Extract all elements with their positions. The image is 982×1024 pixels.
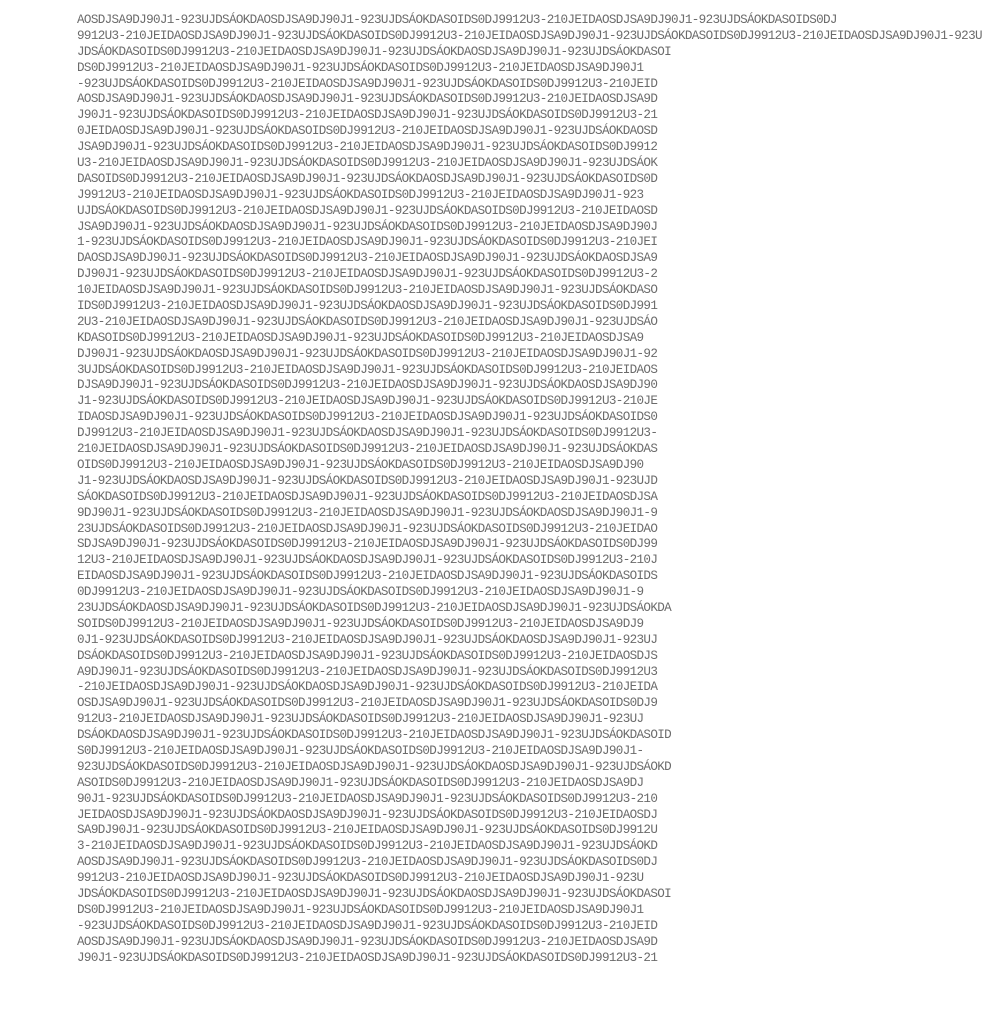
text-line: 23UJDSÁOKDASOIDS0DJ9912U3-210JEIDAOSDJSA9DJ90J1-923UJDSÁOKDASOIDS0DJ9912U3-210JEIDAO bbox=[77, 521, 658, 536]
text-line: S0DJ9912U3-210JEIDAOSDJSA9DJ90J1-923UJDSÁOKDASOIDS0DJ9912U3-210JEIDAOSDJSA9DJ90J1- bbox=[77, 743, 644, 758]
text-line: KDASOIDS0DJ9912U3-210JEIDAOSDJSA9DJ90J1-923UJDSÁOKDASOIDS0DJ9912U3-210JEIDAOSDJSA9 bbox=[77, 330, 644, 345]
document-text-body bbox=[77, 13, 982, 966]
text-line: -210JEIDAOSDJSA9DJ90J1-923UJDSÁOKDAOSDJSA9DJ90J1-923UJDSÁOKDASOIDS0DJ9912U3-210JEIDA bbox=[77, 680, 658, 695]
text-line: OIDS0DJ9912U3-210JEIDAOSDJSA9DJ90J1-923UJDSÁOKDASOIDS0DJ9912U3-210JEIDAOSDJSA9DJ90 bbox=[77, 457, 644, 472]
text-line: 912U3-210JEIDAOSDJSA9DJ90J1-923UJDSÁOKDASOIDS0DJ9912U3-210JEIDAOSDJSA9DJ90J1-923UJ bbox=[77, 712, 644, 727]
text-line: UJDSÁOKDASOIDS0DJ9912U3-210JEIDAOSDJSA9DJ90J1-923UJDSÁOKDASOIDS0DJ9912U3-210JEIDAOSD bbox=[77, 203, 658, 218]
text-line: DJ90J1-923UJDSÁOKDASOIDS0DJ9912U3-210JEIDAOSDJSA9DJ90J1-923UJDSÁOKDASOIDS0DJ9912U3-2 bbox=[77, 267, 658, 282]
text-line: IDAOSDJSA9DJ90J1-923UJDSÁOKDASOIDS0DJ9912U3-210JEIDAOSDJSA9DJ90J1-923UJDSÁOKDASOIDS0 bbox=[77, 410, 658, 425]
text-line: AOSDJSA9DJ90J1-923UJDSÁOKDAOSDJSA9DJ90J1-923UJDSÁOKDASOIDS0DJ9912U3-210JEIDAOSDJSA9DJ90J1-923UJDSÁOKDASOIDS0DJ bbox=[77, 13, 837, 27]
text-line: U3-210JEIDAOSDJSA9DJ90J1-923UJDSÁOKDASOIDS0DJ9912U3-210JEIDAOSDJSA9DJ90J1-923UJDSÁOK bbox=[77, 156, 658, 171]
text-line: SÁOKDASOIDS0DJ9912U3-210JEIDAOSDJSA9DJ90J1-923UJDSÁOKDASOIDS0DJ9912U3-210JEIDAOSDJSA bbox=[77, 489, 658, 504]
text-line: DSÁOKDAOSDJSA9DJ90J1-923UJDSÁOKDASOIDS0DJ9912U3-210JEIDAOSDJSA9DJ90J1-923UJDSÁOKDASOID bbox=[77, 728, 672, 743]
text-line: 0JEIDAOSDJSA9DJ90J1-923UJDSÁOKDASOIDS0DJ9912U3-210JEIDAOSDJSA9DJ90J1-923UJDSÁOKDAOSD bbox=[77, 124, 658, 139]
text-line: DAOSDJSA9DJ90J1-923UJDSÁOKDASOIDS0DJ9912U3-210JEIDAOSDJSA9DJ90J1-923UJDSÁOKDAOSDJSA9 bbox=[77, 251, 658, 266]
text-line: EIDAOSDJSA9DJ90J1-923UJDSÁOKDASOIDS0DJ9912U3-210JEIDAOSDJSA9DJ90J1-923UJDSÁOKDASOIDS bbox=[77, 569, 658, 584]
text-line: 9DJ90J1-923UJDSÁOKDASOIDS0DJ9912U3-210JEIDAOSDJSA9DJ90J1-923UJDSÁOKDAOSDJSA9DJ90J1-9 bbox=[77, 505, 658, 520]
text-line: J1-923UJDSÁOKDAOSDJSA9DJ90J1-923UJDSÁOKDASOIDS0DJ9912U3-210JEIDAOSDJSA9DJ90J1-923UJD bbox=[77, 473, 658, 488]
text-line: 10JEIDAOSDJSA9DJ90J1-923UJDSÁOKDASOIDS0DJ9912U3-210JEIDAOSDJSA9DJ90J1-923UJDSÁOKDASO bbox=[77, 283, 658, 298]
text-line: SA9DJ90J1-923UJDSÁOKDASOIDS0DJ9912U3-210JEIDAOSDJSA9DJ90J1-923UJDSÁOKDASOIDS0DJ9912U bbox=[77, 823, 658, 838]
text-line: 12U3-210JEIDAOSDJSA9DJ90J1-923UJDSÁOKDAOSDJSA9DJ90J1-923UJDSÁOKDASOIDS0DJ9912U3-210J bbox=[77, 553, 658, 568]
text-line: IDS0DJ9912U3-210JEIDAOSDJSA9DJ90J1-923UJDSÁOKDAOSDJSA9DJ90J1-923UJDSÁOKDASOIDS0DJ991 bbox=[77, 299, 658, 314]
text-line: -923UJDSÁOKDASOIDS0DJ9912U3-210JEIDAOSDJSA9DJ90J1-923UJDSÁOKDASOIDS0DJ9912U3-210JEID bbox=[77, 76, 658, 91]
text-line: 9912U3-210JEIDAOSDJSA9DJ90J1-923UJDSÁOKDASOIDS0DJ9912U3-210JEIDAOSDJSA9DJ90J1-923UJDSÁOKDASOIDS0DJ9912U3-210JEIDAOSDJSA9DJ90J1-923U bbox=[77, 28, 982, 43]
text-line: ASOIDS0DJ9912U3-210JEIDAOSDJSA9DJ90J1-923UJDSÁOKDASOIDS0DJ9912U3-210JEIDAOSDJSA9DJ bbox=[77, 775, 644, 790]
text-line: SOIDS0DJ9912U3-210JEIDAOSDJSA9DJ90J1-923UJDSÁOKDASOIDS0DJ9912U3-210JEIDAOSDJSA9DJ9 bbox=[77, 616, 644, 631]
text-line: 2U3-210JEIDAOSDJSA9DJ90J1-923UJDSÁOKDASOIDS0DJ9912U3-210JEIDAOSDJSA9DJ90J1-923UJDSÁO bbox=[77, 314, 658, 329]
text-line: JSA9DJ90J1-923UJDSÁOKDAOSDJSA9DJ90J1-923UJDSÁOKDASOIDS0DJ9912U3-210JEIDAOSDJSA9DJ90J bbox=[77, 219, 658, 234]
text-line: AOSDJSA9DJ90J1-923UJDSÁOKDAOSDJSA9DJ90J1-923UJDSÁOKDASOIDS0DJ9912U3-210JEIDAOSDJSA9D bbox=[77, 934, 658, 949]
text-line: J90J1-923UJDSÁOKDASOIDS0DJ9912U3-210JEIDAOSDJSA9DJ90J1-923UJDSÁOKDASOIDS0DJ9912U3-21 bbox=[77, 108, 658, 123]
text-line: 9912U3-210JEIDAOSDJSA9DJ90J1-923UJDSÁOKDASOIDS0DJ9912U3-210JEIDAOSDJSA9DJ90J1-923U bbox=[77, 871, 644, 886]
text-line: 210JEIDAOSDJSA9DJ90J1-923UJDSÁOKDASOIDS0DJ9912U3-210JEIDAOSDJSA9DJ90J1-923UJDSÁOKDAS bbox=[77, 442, 658, 457]
text-line: J9912U3-210JEIDAOSDJSA9DJ90J1-923UJDSÁOKDASOIDS0DJ9912U3-210JEIDAOSDJSA9DJ90J1-923 bbox=[77, 187, 644, 202]
text-line: JSA9DJ90J1-923UJDSÁOKDASOIDS0DJ9912U3-210JEIDAOSDJSA9DJ90J1-923UJDSÁOKDASOIDS0DJ9912 bbox=[77, 140, 658, 155]
text-line: 0DJ9912U3-210JEIDAOSDJSA9DJ90J1-923UJDSÁOKDASOIDS0DJ9912U3-210JEIDAOSDJSA9DJ90J1-9 bbox=[77, 585, 644, 600]
text-line: J1-923UJDSÁOKDASOIDS0DJ9912U3-210JEIDAOSDJSA9DJ90J1-923UJDSÁOKDASOIDS0DJ9912U3-210JE bbox=[77, 394, 658, 409]
text-line: J90J1-923UJDSÁOKDASOIDS0DJ9912U3-210JEIDAOSDJSA9DJ90J1-923UJDSÁOKDASOIDS0DJ9912U3-21 bbox=[77, 950, 658, 965]
text-line: AOSDJSA9DJ90J1-923UJDSÁOKDAOSDJSA9DJ90J1-923UJDSÁOKDASOIDS0DJ9912U3-210JEIDAOSDJSA9D bbox=[77, 92, 658, 107]
text-line: 923UJDSÁOKDASOIDS0DJ9912U3-210JEIDAOSDJSA9DJ90J1-923UJDSÁOKDAOSDJSA9DJ90J1-923UJDSÁOKD bbox=[77, 759, 672, 774]
text-line: DJSA9DJ90J1-923UJDSÁOKDASOIDS0DJ9912U3-210JEIDAOSDJSA9DJ90J1-923UJDSÁOKDAOSDJSA9DJ90 bbox=[77, 378, 658, 393]
text-line: SDJSA9DJ90J1-923UJDSÁOKDASOIDS0DJ9912U3-210JEIDAOSDJSA9DJ90J1-923UJDSÁOKDASOIDS0DJ99 bbox=[77, 537, 658, 552]
text-line: JDSÁOKDASOIDS0DJ9912U3-210JEIDAOSDJSA9DJ90J1-923UJDSÁOKDAOSDJSA9DJ90J1-923UJDSÁOKDASOI bbox=[77, 886, 672, 901]
text-line: DJ90J1-923UJDSÁOKDAOSDJSA9DJ90J1-923UJDSÁOKDASOIDS0DJ9912U3-210JEIDAOSDJSA9DJ90J1-92 bbox=[77, 346, 658, 361]
text-line: 23UJDSÁOKDAOSDJSA9DJ90J1-923UJDSÁOKDASOIDS0DJ9912U3-210JEIDAOSDJSA9DJ90J1-923UJDSÁOKDA bbox=[77, 600, 672, 615]
text-line: 1-923UJDSÁOKDASOIDS0DJ9912U3-210JEIDAOSDJSA9DJ90J1-923UJDSÁOKDASOIDS0DJ9912U3-210JEI bbox=[77, 235, 658, 250]
text-line: DASOIDS0DJ9912U3-210JEIDAOSDJSA9DJ90J1-923UJDSÁOKDAOSDJSA9DJ90J1-923UJDSÁOKDASOIDS0D bbox=[77, 171, 658, 186]
text-line: DJ9912U3-210JEIDAOSDJSA9DJ90J1-923UJDSÁOKDAOSDJSA9DJ90J1-923UJDSÁOKDASOIDS0DJ9912U3- bbox=[77, 426, 658, 441]
text-line: DSÁOKDASOIDS0DJ9912U3-210JEIDAOSDJSA9DJ90J1-923UJDSÁOKDASOIDS0DJ9912U3-210JEIDAOSDJS bbox=[77, 648, 658, 663]
text-line: AOSDJSA9DJ90J1-923UJDSÁOKDASOIDS0DJ9912U3-210JEIDAOSDJSA9DJ90J1-923UJDSÁOKDASOIDS0DJ bbox=[77, 855, 658, 870]
text-line: OSDJSA9DJ90J1-923UJDSÁOKDASOIDS0DJ9912U3-210JEIDAOSDJSA9DJ90J1-923UJDSÁOKDASOIDS0DJ9 bbox=[77, 696, 658, 711]
text-line: JDSÁOKDASOIDS0DJ9912U3-210JEIDAOSDJSA9DJ90J1-923UJDSÁOKDAOSDJSA9DJ90J1-923UJDSÁOKDASOI bbox=[77, 44, 672, 59]
text-line: A9DJ90J1-923UJDSÁOKDASOIDS0DJ9912U3-210JEIDAOSDJSA9DJ90J1-923UJDSÁOKDASOIDS0DJ9912U3 bbox=[77, 664, 658, 679]
text-line: DS0DJ9912U3-210JEIDAOSDJSA9DJ90J1-923UJDSÁOKDASOIDS0DJ9912U3-210JEIDAOSDJSA9DJ90J1 bbox=[77, 60, 644, 75]
text-line: -923UJDSÁOKDASOIDS0DJ9912U3-210JEIDAOSDJSA9DJ90J1-923UJDSÁOKDASOIDS0DJ9912U3-210JEID bbox=[77, 918, 658, 933]
text-line: 3-210JEIDAOSDJSA9DJ90J1-923UJDSÁOKDASOIDS0DJ9912U3-210JEIDAOSDJSA9DJ90J1-923UJDSÁOKD bbox=[77, 839, 658, 854]
text-line: DS0DJ9912U3-210JEIDAOSDJSA9DJ90J1-923UJDSÁOKDASOIDS0DJ9912U3-210JEIDAOSDJSA9DJ90J1 bbox=[77, 902, 644, 917]
text-line: JEIDAOSDJSA9DJ90J1-923UJDSÁOKDAOSDJSA9DJ90J1-923UJDSÁOKDASOIDS0DJ9912U3-210JEIDAOSDJ bbox=[77, 807, 658, 822]
text-line: 0J1-923UJDSÁOKDASOIDS0DJ9912U3-210JEIDAOSDJSA9DJ90J1-923UJDSÁOKDAOSDJSA9DJ90J1-923UJ bbox=[77, 632, 658, 647]
text-line: 90J1-923UJDSÁOKDASOIDS0DJ9912U3-210JEIDAOSDJSA9DJ90J1-923UJDSÁOKDASOIDS0DJ9912U3-210 bbox=[77, 791, 658, 806]
text-line: 3UJDSÁOKDASOIDS0DJ9912U3-210JEIDAOSDJSA9DJ90J1-923UJDSÁOKDASOIDS0DJ9912U3-210JEIDAOS bbox=[77, 362, 658, 377]
